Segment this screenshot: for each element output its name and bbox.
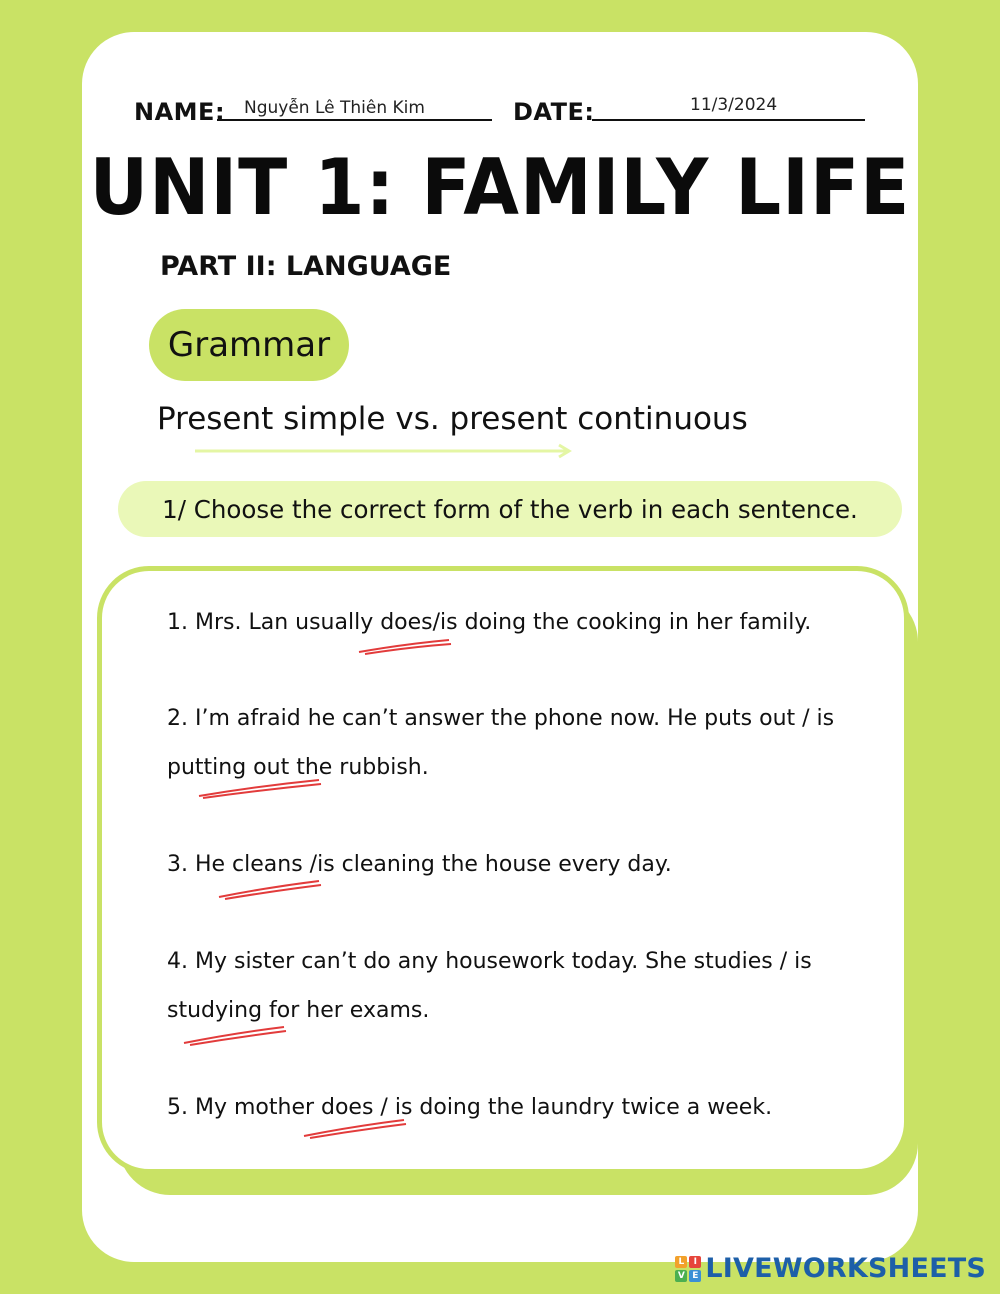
answer-mark-4	[180, 1023, 290, 1047]
answer-mark-2	[195, 776, 325, 800]
date-value[interactable]: 11/3/2024	[690, 95, 778, 115]
name-value[interactable]: Nguyễn Lê Thiên Kim	[244, 98, 425, 118]
logo-letter-v: V	[675, 1270, 687, 1282]
answer-mark-3	[215, 877, 325, 901]
question-1[interactable]: 1. Mrs. Lan usually does/is doing the cooking in her family.	[167, 610, 812, 635]
logo-letter-e: E	[689, 1270, 701, 1282]
logo-text: LIVEWORKSHEETS	[705, 1253, 986, 1284]
part-heading: PART II: LANGUAGE	[160, 251, 452, 282]
name-label: NAME:	[134, 98, 226, 126]
liveworksheets-mark-icon	[675, 1256, 701, 1282]
page-title: UNIT 1: FAMILY LIFE	[89, 141, 911, 233]
grammar-pill: Grammar	[149, 309, 349, 381]
logo-letter-l: L	[675, 1256, 687, 1268]
exercise-instruction: 1/ Choose the correct form of the verb in each sentence.	[118, 481, 902, 537]
question-4[interactable]: 4. My sister can’t do any housework today. She studies / is studying for her exams.	[167, 949, 812, 1023]
answer-mark-5	[300, 1116, 410, 1140]
question-3[interactable]: 3. He cleans /is cleaning the house every day.	[167, 852, 672, 877]
arrow-decoration-icon	[195, 443, 575, 459]
answer-mark-1	[355, 634, 455, 656]
grammar-subtitle: Present simple vs. present continuous	[157, 401, 748, 437]
name-line	[217, 119, 492, 121]
date-label: DATE:	[513, 98, 595, 126]
question-2[interactable]: 2. I’m afraid he can’t answer the phone now. He puts out / is putting out the rubbish.	[167, 706, 835, 780]
logo-letter-i: I	[689, 1256, 701, 1268]
liveworksheets-logo[interactable]	[675, 1253, 986, 1284]
question-5[interactable]: 5. My mother does / is doing the laundry twice a week.	[167, 1095, 773, 1120]
date-line	[592, 119, 865, 121]
